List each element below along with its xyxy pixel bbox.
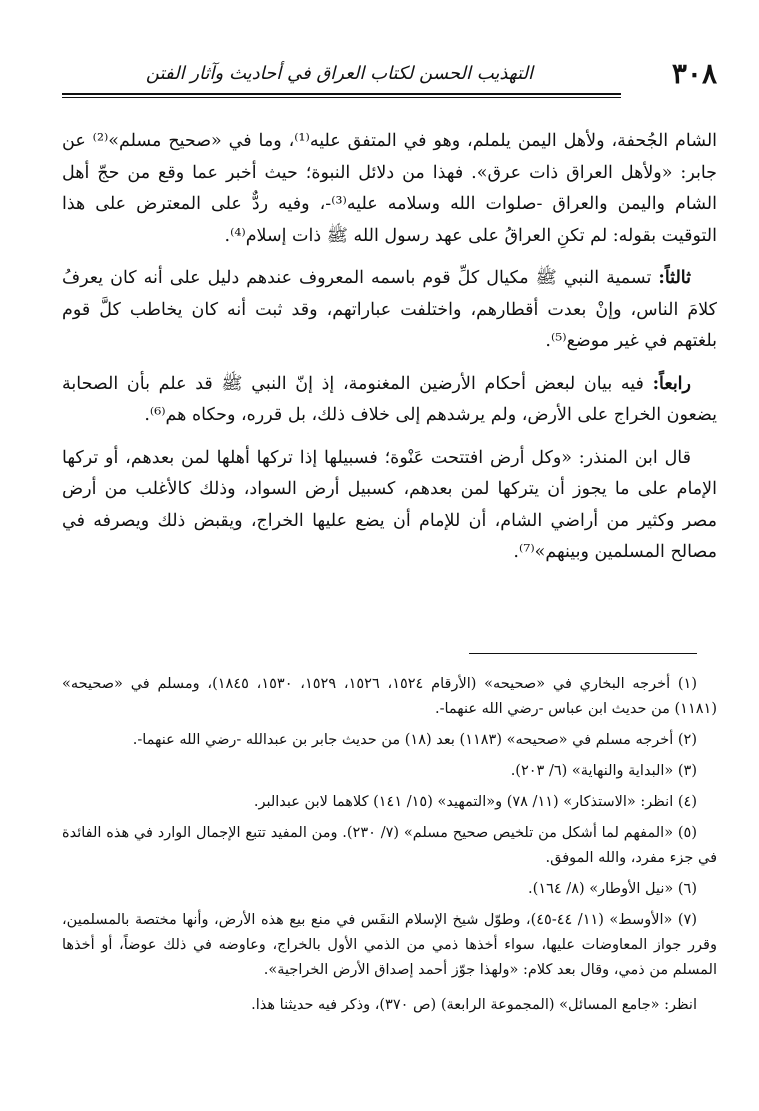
paragraph-lead: ثالثاً:	[658, 268, 691, 288]
paragraph-text: فيه بيان لبعض أحكام الأرضين المغنومة، إذ إنّ النبي ﷺ قد علم بأن الصحابة يضعون الخراج على الأرض، ولم يرشدهم إلى خلاف ذلك، بل قرره، وحكاه هم⁽⁶⁾.	[62, 373, 717, 425]
running-title: التهذيب الحسن لكتاب العراق في أحاديث وآثار الفتن	[145, 63, 534, 84]
footnotes	[62, 672, 717, 1024]
body-paragraph	[62, 369, 717, 432]
footnote: (٥) «المفهم لما أشكل من تلخيص صحيح مسلم» (٧/ ٢٣٠). ومن المفيد تتبع الإجمال الوارد في هذه الفائدة في جزء مفرد، والله الموفق.	[62, 825, 717, 866]
main-text	[62, 126, 717, 580]
header-rule	[62, 93, 621, 98]
paragraph-text: قال ابن المنذر: «وكل أرض افتتحت عَنْوة؛ فسبيلها إذا تركها أهلها لمن بعدهم، أو تركها الإمام على ما يجوز أن يتركها لمن بعدهم، كسبيل أرض السواد، وذلك كالأغلب من أرض مصر وكثير من أراضي الشام، أن للإمام أن يضع عليها الخراج، ويقبض ذلك ويصرفه في مصالح المسلمين وبينهم»⁽⁷⁾.	[62, 447, 717, 562]
paragraph-text: تسمية النبي ﷺ مكيال كلِّ قوم باسمه المعروف عندهم دليل على أنه كان يعرفُ كلامَ الناس، وإنْ بعدت أقطارهم، واختلفت عباراتهم، وقد ثبت أنه كان يخاطب كلَّ قوم بلغتهم في غير موضع⁽⁵⁾.	[62, 268, 717, 351]
body-paragraph	[62, 126, 717, 252]
footnote-continuation: انظر: «جامع المسائل» (المجموعة الرابعة) (ص ٣٧٠)، وذكر فيه حديثنا هذا.	[251, 997, 697, 1013]
footnote: (٢) أخرجه مسلم في «صحيحه» (١١٨٣) بعد (١٨) من حديث جابر بن عبدالله -رضي الله عنهما-.	[132, 732, 697, 748]
paragraph-lead: رابعاً:	[652, 373, 691, 394]
paragraph-text: الشام الجُحفة، ولأهل اليمن يلملم، وهو في المتفق عليه⁽¹⁾، وما في «صحيح مسلم»⁽²⁾ عن جابر: «ولأهل العراق ذات عرق». فهذا من دلائل النبوة؛ حيث أخبر عما وقع من حجّ أهل الشام واليمن والعراق -صلوات الله وسلامه عليه⁽³⁾-، وفيه ردٌّ على المعترض على هذا التوقيت بقوله: لم تكنِ العراقُ على عهد رسول الله ﷺ ذات إسلام⁽⁴⁾.	[62, 131, 718, 246]
footnote: (٧) «الأوسط» (١١/ ٤٤-٤٥)، وطوّل شيخ الإسلام النفَس في منع بيع هذه الأرض، وأنها مختصة بالمسلمين، وقرر جواز المعاوضات عليها، سواء أخذها ذمي من الذمي الأول بالخراج، وعاوضه في ذلك عوضاً، أو أخذها المسلم من ذمي، وقال بعد كلام: «ولهذا جوّز أحمد إصداق الأرض الخراجية».	[62, 912, 717, 978]
footnote: (٦) «نيل الأوطار» (٨/ ١٦٤).	[528, 881, 697, 897]
page-header	[62, 55, 717, 95]
footnote: (٣) «البداية والنهاية» (٦/ ٢٠٣).	[510, 763, 697, 779]
footnote: (٤) انظر: «الاستذكار» (١١/ ٧٨) و«التمهيد» (١٥/ ١٤١) كلاهما لابن عبدالبر.	[253, 794, 697, 810]
page-number: ٣٠٨	[671, 57, 717, 90]
body-paragraph	[62, 443, 717, 569]
body-paragraph	[62, 263, 717, 358]
footnote: (١) أخرجه البخاري في «صحيحه» (الأرقام ١٥٢٤، ١٥٢٦، ١٥٢٩، ١٥٣٠، ١٨٤٥)، ومسلم في «صحيحه» (١١٨١) من حديث ابن عباس -رضي الله عنهما-.	[62, 676, 717, 717]
footnote-separator	[469, 653, 697, 654]
